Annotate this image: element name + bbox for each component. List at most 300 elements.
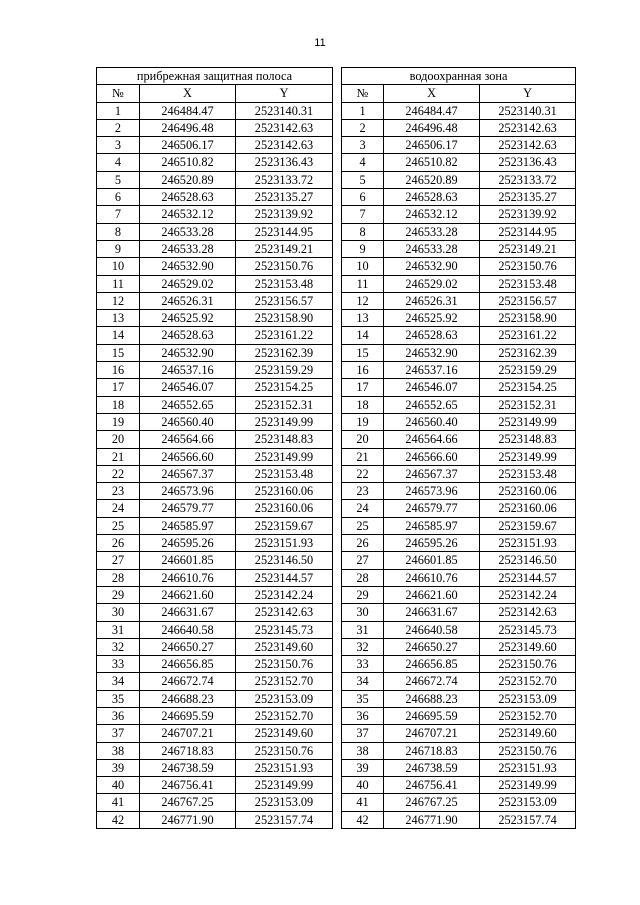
table-row bbox=[342, 413, 576, 430]
x-coordinate-cell: 246567.37 bbox=[140, 465, 236, 482]
table-row bbox=[97, 102, 333, 119]
point-number-cell: 5 bbox=[342, 171, 384, 188]
point-number-cell: 31 bbox=[97, 621, 140, 638]
y-coordinate-cell: 2523133.72 bbox=[480, 171, 576, 188]
x-coordinate-cell: 246528.63 bbox=[140, 189, 236, 206]
point-number-cell: 35 bbox=[342, 690, 384, 707]
y-coordinate-cell: 2523152.70 bbox=[236, 707, 333, 724]
x-coordinate-cell: 246767.25 bbox=[384, 794, 480, 811]
x-coordinate-cell: 246672.74 bbox=[140, 673, 236, 690]
table-row bbox=[342, 362, 576, 379]
y-coordinate-cell: 2523152.70 bbox=[480, 707, 576, 724]
x-coordinate-cell: 246564.66 bbox=[140, 431, 236, 448]
table-row bbox=[342, 310, 576, 327]
x-coordinate-cell: 246610.76 bbox=[384, 569, 480, 586]
x-coordinate-cell: 246631.67 bbox=[384, 604, 480, 621]
table-row bbox=[97, 725, 333, 742]
point-number-cell: 42 bbox=[97, 811, 140, 828]
y-coordinate-cell: 2523150.76 bbox=[236, 258, 333, 275]
table-row bbox=[97, 811, 333, 828]
point-number-cell: 11 bbox=[97, 275, 140, 292]
x-coordinate-cell: 246484.47 bbox=[384, 102, 480, 119]
table-row bbox=[342, 777, 576, 794]
y-coordinate-cell: 2523154.25 bbox=[236, 379, 333, 396]
point-number-cell: 37 bbox=[342, 725, 384, 742]
y-coordinate-cell: 2523160.06 bbox=[480, 500, 576, 517]
y-coordinate-cell: 2523149.99 bbox=[236, 413, 333, 430]
table-row bbox=[342, 448, 576, 465]
point-number-cell: 1 bbox=[342, 102, 384, 119]
table-row bbox=[342, 517, 576, 534]
x-coordinate-cell: 246566.60 bbox=[140, 448, 236, 465]
y-coordinate-cell: 2523135.27 bbox=[236, 189, 333, 206]
y-coordinate-cell: 2523150.76 bbox=[236, 656, 333, 673]
y-coordinate-cell: 2523153.48 bbox=[480, 275, 576, 292]
x-coordinate-cell: 246718.83 bbox=[140, 742, 236, 759]
x-coordinate-cell: 246738.59 bbox=[140, 759, 236, 776]
x-coordinate-cell: 246566.60 bbox=[384, 448, 480, 465]
table-row bbox=[342, 379, 576, 396]
table-row bbox=[342, 154, 576, 171]
y-coordinate-cell: 2523152.31 bbox=[480, 396, 576, 413]
x-coordinate-cell: 246506.17 bbox=[384, 137, 480, 154]
table-row bbox=[342, 725, 576, 742]
y-coordinate-cell: 2523153.09 bbox=[236, 690, 333, 707]
y-coordinate-cell: 2523139.92 bbox=[236, 206, 333, 223]
y-coordinate-cell: 2523157.74 bbox=[236, 811, 333, 828]
x-coordinate-cell: 246621.60 bbox=[140, 586, 236, 603]
table-row bbox=[97, 154, 333, 171]
x-coordinate-cell: 246546.07 bbox=[384, 379, 480, 396]
x-coordinate-cell: 246546.07 bbox=[140, 379, 236, 396]
x-coordinate-cell: 246532.12 bbox=[384, 206, 480, 223]
table-row bbox=[342, 552, 576, 569]
x-coordinate-cell: 246756.41 bbox=[384, 777, 480, 794]
y-coordinate-cell: 2523156.57 bbox=[480, 292, 576, 309]
table-row bbox=[342, 240, 576, 257]
y-coordinate-cell: 2523159.29 bbox=[480, 362, 576, 379]
x-coordinate-cell: 246537.16 bbox=[384, 362, 480, 379]
table-row bbox=[97, 396, 333, 413]
y-coordinate-cell: 2523151.93 bbox=[236, 759, 333, 776]
table-row bbox=[97, 500, 333, 517]
y-coordinate-cell: 2523139.92 bbox=[480, 206, 576, 223]
x-coordinate-cell: 246656.85 bbox=[384, 656, 480, 673]
table-row bbox=[342, 569, 576, 586]
point-number-cell: 32 bbox=[342, 638, 384, 655]
x-coordinate-cell: 246718.83 bbox=[384, 742, 480, 759]
y-coordinate-cell: 2523153.48 bbox=[480, 465, 576, 482]
x-coordinate-cell: 246532.90 bbox=[384, 258, 480, 275]
point-number-cell: 5 bbox=[97, 171, 140, 188]
point-number-cell: 21 bbox=[97, 448, 140, 465]
x-coordinate-cell: 246506.17 bbox=[140, 137, 236, 154]
y-coordinate-cell: 2523160.06 bbox=[236, 500, 333, 517]
x-coordinate-cell: 246688.23 bbox=[140, 690, 236, 707]
point-number-cell: 27 bbox=[342, 552, 384, 569]
table-row bbox=[97, 258, 333, 275]
y-coordinate-cell: 2523158.90 bbox=[236, 310, 333, 327]
y-coordinate-cell: 2523152.31 bbox=[236, 396, 333, 413]
point-number-cell: 17 bbox=[342, 379, 384, 396]
x-coordinate-cell: 246496.48 bbox=[140, 119, 236, 136]
point-number-cell: 9 bbox=[342, 240, 384, 257]
point-number-cell: 29 bbox=[342, 586, 384, 603]
point-number-cell: 6 bbox=[97, 189, 140, 206]
y-coordinate-cell: 2523153.48 bbox=[236, 275, 333, 292]
y-coordinate-cell: 2523142.63 bbox=[236, 119, 333, 136]
y-coordinate-cell: 2523152.70 bbox=[236, 673, 333, 690]
table-row bbox=[97, 794, 333, 811]
point-number-cell: 20 bbox=[97, 431, 140, 448]
point-number-cell: 12 bbox=[97, 292, 140, 309]
point-number-cell: 10 bbox=[342, 258, 384, 275]
x-coordinate-cell: 246688.23 bbox=[384, 690, 480, 707]
y-coordinate-cell: 2523149.99 bbox=[236, 777, 333, 794]
point-number-cell: 16 bbox=[342, 362, 384, 379]
y-coordinate-cell: 2523145.73 bbox=[236, 621, 333, 638]
table-row bbox=[97, 275, 333, 292]
y-coordinate-cell: 2523151.93 bbox=[480, 759, 576, 776]
point-number-cell: 40 bbox=[97, 777, 140, 794]
y-coordinate-cell: 2523146.50 bbox=[236, 552, 333, 569]
table-row bbox=[97, 673, 333, 690]
point-number-cell: 1 bbox=[97, 102, 140, 119]
x-coordinate-cell: 246520.89 bbox=[140, 171, 236, 188]
table-row bbox=[97, 465, 333, 482]
y-coordinate-cell: 2523142.24 bbox=[480, 586, 576, 603]
table-row bbox=[342, 483, 576, 500]
point-number-cell: 33 bbox=[342, 656, 384, 673]
table-row bbox=[97, 379, 333, 396]
table-row bbox=[97, 362, 333, 379]
point-number-cell: 31 bbox=[342, 621, 384, 638]
y-coordinate-cell: 2523150.76 bbox=[480, 742, 576, 759]
column-header-y: Y bbox=[480, 85, 576, 102]
y-coordinate-cell: 2523149.99 bbox=[480, 413, 576, 430]
table-row bbox=[97, 327, 333, 344]
point-number-cell: 2 bbox=[97, 119, 140, 136]
table-row bbox=[97, 483, 333, 500]
x-coordinate-cell: 246528.63 bbox=[140, 327, 236, 344]
y-coordinate-cell: 2523161.22 bbox=[480, 327, 576, 344]
point-number-cell: 30 bbox=[97, 604, 140, 621]
table-row bbox=[342, 707, 576, 724]
table-row bbox=[97, 206, 333, 223]
column-header-x: X bbox=[140, 85, 236, 102]
y-coordinate-cell: 2523162.39 bbox=[480, 344, 576, 361]
y-coordinate-cell: 2523142.63 bbox=[236, 137, 333, 154]
x-coordinate-cell: 246595.26 bbox=[384, 535, 480, 552]
table-row bbox=[342, 794, 576, 811]
point-number-cell: 34 bbox=[342, 673, 384, 690]
point-number-cell: 35 bbox=[97, 690, 140, 707]
point-number-cell: 32 bbox=[97, 638, 140, 655]
x-coordinate-cell: 246533.28 bbox=[140, 223, 236, 240]
column-header-number: № bbox=[342, 85, 384, 102]
x-coordinate-cell: 246610.76 bbox=[140, 569, 236, 586]
x-coordinate-cell: 246529.02 bbox=[140, 275, 236, 292]
x-coordinate-cell: 246567.37 bbox=[384, 465, 480, 482]
x-coordinate-cell: 246650.27 bbox=[384, 638, 480, 655]
y-coordinate-cell: 2523149.60 bbox=[480, 638, 576, 655]
table-row bbox=[342, 690, 576, 707]
table-row bbox=[97, 690, 333, 707]
y-coordinate-cell: 2523136.43 bbox=[480, 154, 576, 171]
table-row bbox=[97, 240, 333, 257]
y-coordinate-cell: 2523142.63 bbox=[480, 604, 576, 621]
table-row bbox=[342, 258, 576, 275]
y-coordinate-cell: 2523153.09 bbox=[480, 794, 576, 811]
table-row bbox=[342, 327, 576, 344]
x-coordinate-cell: 246707.21 bbox=[140, 725, 236, 742]
y-coordinate-cell: 2523144.57 bbox=[480, 569, 576, 586]
table-row bbox=[342, 344, 576, 361]
point-number-cell: 18 bbox=[97, 396, 140, 413]
x-coordinate-cell: 246595.26 bbox=[140, 535, 236, 552]
point-number-cell: 39 bbox=[97, 759, 140, 776]
table-row bbox=[342, 275, 576, 292]
y-coordinate-cell: 2523144.57 bbox=[236, 569, 333, 586]
point-number-cell: 17 bbox=[97, 379, 140, 396]
point-number-cell: 27 bbox=[97, 552, 140, 569]
x-coordinate-cell: 246650.27 bbox=[140, 638, 236, 655]
y-coordinate-cell: 2523149.60 bbox=[480, 725, 576, 742]
table-row bbox=[97, 777, 333, 794]
point-number-cell: 13 bbox=[97, 310, 140, 327]
y-coordinate-cell: 2523145.73 bbox=[480, 621, 576, 638]
table-row bbox=[97, 656, 333, 673]
point-number-cell: 15 bbox=[97, 344, 140, 361]
x-coordinate-cell: 246552.65 bbox=[140, 396, 236, 413]
x-coordinate-cell: 246529.02 bbox=[384, 275, 480, 292]
table-row bbox=[342, 586, 576, 603]
point-number-cell: 41 bbox=[342, 794, 384, 811]
table-row bbox=[342, 535, 576, 552]
point-number-cell: 26 bbox=[342, 535, 384, 552]
y-coordinate-cell: 2523140.31 bbox=[480, 102, 576, 119]
y-coordinate-cell: 2523157.74 bbox=[480, 811, 576, 828]
point-number-cell: 11 bbox=[342, 275, 384, 292]
y-coordinate-cell: 2523144.95 bbox=[236, 223, 333, 240]
x-coordinate-cell: 246510.82 bbox=[140, 154, 236, 171]
column-header-x: X bbox=[384, 85, 480, 102]
table-row bbox=[342, 500, 576, 517]
table-row bbox=[342, 621, 576, 638]
x-coordinate-cell: 246533.28 bbox=[384, 240, 480, 257]
point-number-cell: 38 bbox=[97, 742, 140, 759]
table-row bbox=[97, 431, 333, 448]
table-row bbox=[342, 431, 576, 448]
column-header-number: № bbox=[97, 85, 140, 102]
point-number-cell: 36 bbox=[97, 707, 140, 724]
y-coordinate-cell: 2523153.48 bbox=[236, 465, 333, 482]
x-coordinate-cell: 246695.59 bbox=[140, 707, 236, 724]
table-row bbox=[342, 811, 576, 828]
point-number-cell: 24 bbox=[97, 500, 140, 517]
x-coordinate-cell: 246484.47 bbox=[140, 102, 236, 119]
x-coordinate-cell: 246526.31 bbox=[140, 292, 236, 309]
table-row bbox=[97, 586, 333, 603]
point-number-cell: 20 bbox=[342, 431, 384, 448]
point-number-cell: 14 bbox=[97, 327, 140, 344]
x-coordinate-cell: 246585.97 bbox=[384, 517, 480, 534]
table-row bbox=[342, 119, 576, 136]
table-row bbox=[342, 656, 576, 673]
x-coordinate-cell: 246525.92 bbox=[384, 310, 480, 327]
x-coordinate-cell: 246532.90 bbox=[140, 344, 236, 361]
y-coordinate-cell: 2523149.21 bbox=[480, 240, 576, 257]
x-coordinate-cell: 246573.96 bbox=[140, 483, 236, 500]
point-number-cell: 22 bbox=[342, 465, 384, 482]
table-title: водоохранная зона bbox=[342, 68, 576, 85]
y-coordinate-cell: 2523153.09 bbox=[480, 690, 576, 707]
x-coordinate-cell: 246585.97 bbox=[140, 517, 236, 534]
x-coordinate-cell: 246738.59 bbox=[384, 759, 480, 776]
x-coordinate-cell: 246533.28 bbox=[384, 223, 480, 240]
x-coordinate-cell: 246771.90 bbox=[384, 811, 480, 828]
y-coordinate-cell: 2523148.83 bbox=[480, 431, 576, 448]
table-body bbox=[97, 102, 333, 828]
table-row bbox=[342, 223, 576, 240]
point-number-cell: 33 bbox=[97, 656, 140, 673]
table-row bbox=[97, 621, 333, 638]
y-coordinate-cell: 2523142.24 bbox=[236, 586, 333, 603]
point-number-cell: 28 bbox=[97, 569, 140, 586]
y-coordinate-cell: 2523151.93 bbox=[480, 535, 576, 552]
table-row bbox=[97, 189, 333, 206]
x-coordinate-cell: 246533.28 bbox=[140, 240, 236, 257]
y-coordinate-cell: 2523150.76 bbox=[480, 656, 576, 673]
table-row bbox=[97, 292, 333, 309]
point-number-cell: 9 bbox=[97, 240, 140, 257]
x-coordinate-cell: 246656.85 bbox=[140, 656, 236, 673]
point-number-cell: 30 bbox=[342, 604, 384, 621]
point-number-cell: 3 bbox=[97, 137, 140, 154]
table-row bbox=[97, 569, 333, 586]
table-row bbox=[342, 137, 576, 154]
x-coordinate-cell: 246767.25 bbox=[140, 794, 236, 811]
x-coordinate-cell: 246707.21 bbox=[384, 725, 480, 742]
y-coordinate-cell: 2523160.06 bbox=[236, 483, 333, 500]
y-coordinate-cell: 2523150.76 bbox=[236, 742, 333, 759]
y-coordinate-cell: 2523150.76 bbox=[480, 258, 576, 275]
y-coordinate-cell: 2523149.99 bbox=[236, 448, 333, 465]
y-coordinate-cell: 2523133.72 bbox=[236, 171, 333, 188]
point-number-cell: 6 bbox=[342, 189, 384, 206]
point-number-cell: 24 bbox=[342, 500, 384, 517]
y-coordinate-cell: 2523153.09 bbox=[236, 794, 333, 811]
table-row bbox=[342, 189, 576, 206]
x-coordinate-cell: 246573.96 bbox=[384, 483, 480, 500]
x-coordinate-cell: 246510.82 bbox=[384, 154, 480, 171]
point-number-cell: 22 bbox=[97, 465, 140, 482]
point-number-cell: 41 bbox=[97, 794, 140, 811]
point-number-cell: 16 bbox=[97, 362, 140, 379]
point-number-cell: 26 bbox=[97, 535, 140, 552]
point-number-cell: 4 bbox=[97, 154, 140, 171]
table-row bbox=[97, 171, 333, 188]
point-number-cell: 8 bbox=[342, 223, 384, 240]
water-protection-zone-table bbox=[341, 67, 576, 829]
table-row bbox=[97, 448, 333, 465]
point-number-cell: 12 bbox=[342, 292, 384, 309]
point-number-cell: 23 bbox=[97, 483, 140, 500]
table-body bbox=[342, 102, 576, 828]
x-coordinate-cell: 246640.58 bbox=[140, 621, 236, 638]
y-coordinate-cell: 2523149.21 bbox=[236, 240, 333, 257]
x-coordinate-cell: 246532.90 bbox=[140, 258, 236, 275]
table-row bbox=[97, 707, 333, 724]
y-coordinate-cell: 2523148.83 bbox=[236, 431, 333, 448]
x-coordinate-cell: 246552.65 bbox=[384, 396, 480, 413]
y-coordinate-cell: 2523142.63 bbox=[480, 137, 576, 154]
point-number-cell: 34 bbox=[97, 673, 140, 690]
table-row bbox=[342, 292, 576, 309]
table-row bbox=[97, 413, 333, 430]
y-coordinate-cell: 2523142.63 bbox=[480, 119, 576, 136]
point-number-cell: 13 bbox=[342, 310, 384, 327]
table-row bbox=[97, 759, 333, 776]
x-coordinate-cell: 246528.63 bbox=[384, 327, 480, 344]
point-number-cell: 25 bbox=[97, 517, 140, 534]
y-coordinate-cell: 2523158.90 bbox=[480, 310, 576, 327]
x-coordinate-cell: 246560.40 bbox=[140, 413, 236, 430]
y-coordinate-cell: 2523160.06 bbox=[480, 483, 576, 500]
point-number-cell: 15 bbox=[342, 344, 384, 361]
coastal-protection-strip-table bbox=[96, 67, 333, 829]
table-row bbox=[97, 223, 333, 240]
y-coordinate-cell: 2523162.39 bbox=[236, 344, 333, 361]
table-row bbox=[97, 604, 333, 621]
x-coordinate-cell: 246532.12 bbox=[140, 206, 236, 223]
point-number-cell: 14 bbox=[342, 327, 384, 344]
point-number-cell: 42 bbox=[342, 811, 384, 828]
y-coordinate-cell: 2523144.95 bbox=[480, 223, 576, 240]
table-row bbox=[342, 171, 576, 188]
table-row bbox=[342, 465, 576, 482]
table-row bbox=[342, 759, 576, 776]
point-number-cell: 29 bbox=[97, 586, 140, 603]
table-title: прибрежная защитная полоса bbox=[97, 68, 333, 85]
x-coordinate-cell: 246526.31 bbox=[384, 292, 480, 309]
y-coordinate-cell: 2523156.57 bbox=[236, 292, 333, 309]
y-coordinate-cell: 2523159.67 bbox=[480, 517, 576, 534]
point-number-cell: 10 bbox=[97, 258, 140, 275]
point-number-cell: 36 bbox=[342, 707, 384, 724]
table-row bbox=[97, 137, 333, 154]
point-number-cell: 18 bbox=[342, 396, 384, 413]
y-coordinate-cell: 2523149.99 bbox=[480, 777, 576, 794]
x-coordinate-cell: 246579.77 bbox=[140, 500, 236, 517]
point-number-cell: 2 bbox=[342, 119, 384, 136]
point-number-cell: 38 bbox=[342, 742, 384, 759]
point-number-cell: 40 bbox=[342, 777, 384, 794]
x-coordinate-cell: 246520.89 bbox=[384, 171, 480, 188]
x-coordinate-cell: 246695.59 bbox=[384, 707, 480, 724]
x-coordinate-cell: 246631.67 bbox=[140, 604, 236, 621]
y-coordinate-cell: 2523151.93 bbox=[236, 535, 333, 552]
table-row bbox=[97, 552, 333, 569]
table-row bbox=[97, 119, 333, 136]
coordinates-tables bbox=[96, 67, 576, 829]
x-coordinate-cell: 246640.58 bbox=[384, 621, 480, 638]
table-row bbox=[342, 604, 576, 621]
table-row bbox=[342, 206, 576, 223]
x-coordinate-cell: 246672.74 bbox=[384, 673, 480, 690]
point-number-cell: 28 bbox=[342, 569, 384, 586]
x-coordinate-cell: 246564.66 bbox=[384, 431, 480, 448]
